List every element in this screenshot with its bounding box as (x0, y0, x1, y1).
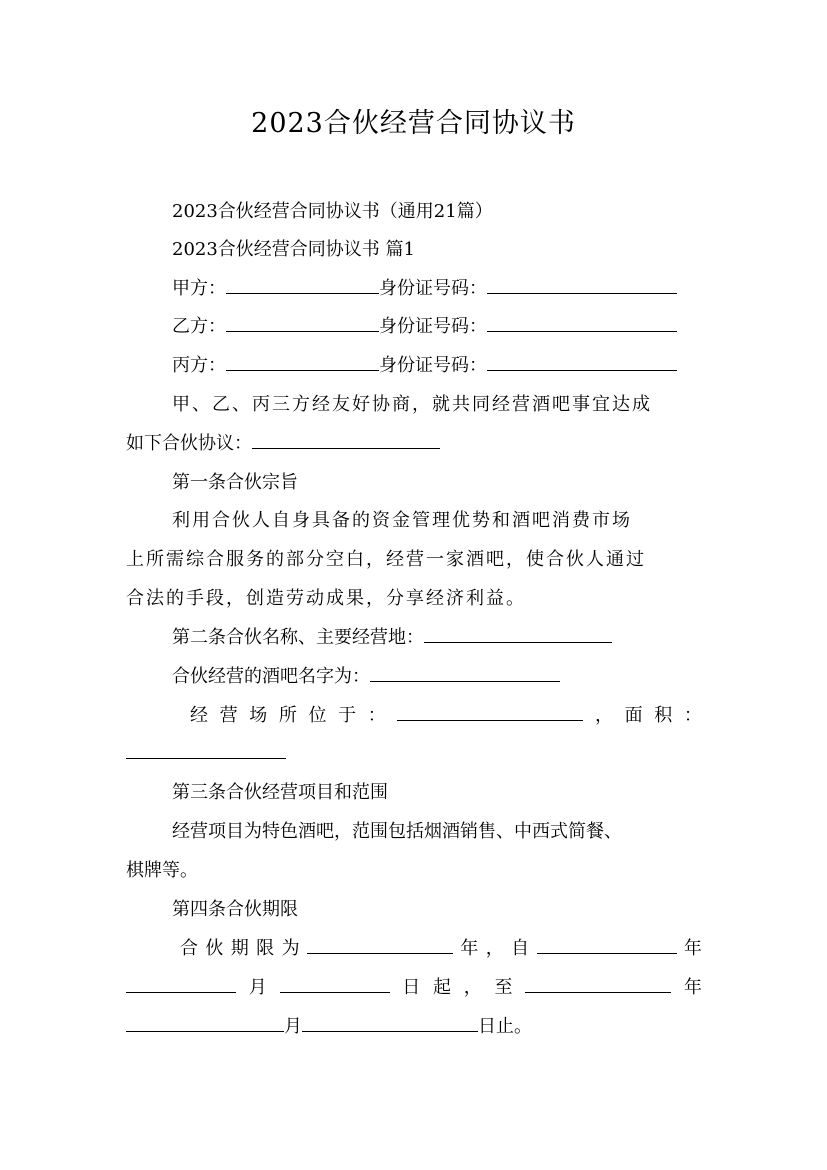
document-title: 2023合伙经营合同协议书 (251, 108, 576, 139)
article-3-line-1: 经营项目为特色酒吧，范围包括烟酒销售、中西式简餐、 (172, 821, 622, 842)
party-c-id-blank[interactable] (487, 354, 677, 371)
venue-spread (190, 697, 702, 735)
venue-c2: 营 (219, 705, 238, 726)
term-spread-1 (180, 930, 702, 968)
venue-c3: 场 (249, 705, 268, 726)
start-word-1: 日 (402, 977, 421, 998)
article-1-line-3: 合法的手段，创造劳动成果，分享经济利益。 (126, 588, 526, 609)
bar-name-blank[interactable] (370, 665, 560, 682)
end-day-label: 日止。 (478, 1016, 532, 1037)
term-c2: 伙 (205, 938, 224, 959)
intro-text: 如下合伙协议： (126, 433, 252, 454)
article-4-title: 第四条合伙期限 (172, 899, 298, 920)
term-from: 自 (511, 938, 530, 959)
end-month-label: 月 (284, 1016, 302, 1037)
term-comma: ， (485, 938, 504, 959)
subtitle-line: 2023合伙经营合同协议书（通用21篇） (172, 201, 493, 222)
term-line-1 (180, 930, 702, 968)
party-c-id-label: 身份证号码： (379, 355, 487, 376)
intro-paragraph-line-2 (126, 425, 702, 463)
area-blank-line (126, 735, 702, 773)
intro-blank[interactable] (252, 432, 440, 449)
start-word-2: 起 (433, 977, 451, 998)
area-c3: 积 (654, 705, 673, 726)
term-spread-2 (126, 969, 702, 1007)
term-to: 至 (494, 977, 513, 998)
term-c1: 合 (180, 938, 198, 959)
party-a-name-blank[interactable] (226, 277, 379, 294)
area-c1: ， (595, 705, 613, 726)
party-b-id-blank[interactable] (487, 315, 677, 332)
area-c4: ： (683, 705, 702, 726)
term-c4: 限 (256, 938, 275, 959)
area-blank[interactable] (126, 742, 286, 759)
article-2-title-line (126, 619, 748, 657)
start-month-blank[interactable] (126, 976, 236, 993)
venue-blank[interactable] (397, 704, 583, 721)
end-year-blank[interactable] (525, 976, 671, 993)
term-comma-2: ， (463, 977, 482, 998)
location-blank[interactable] (424, 626, 612, 643)
area-c2: 面 (624, 705, 643, 726)
start-day-blank[interactable] (280, 976, 390, 993)
venue-c7: ： (367, 705, 386, 726)
end-month-blank[interactable] (126, 1015, 284, 1032)
term-year-label: 年 (460, 938, 479, 959)
venue-c1: 经 (190, 705, 208, 726)
end-year-label: 年 (684, 977, 702, 998)
bar-name-label: 合伙经营的酒吧名字为： (172, 666, 370, 687)
party-a-line (126, 270, 748, 308)
party-a-id-label: 身份证号码： (379, 278, 487, 299)
party-b-id-label: 身份证号码： (379, 316, 487, 337)
start-month-label: 月 (248, 977, 267, 998)
venue-c6: 于 (338, 705, 357, 726)
term-years-blank[interactable] (307, 937, 453, 954)
start-year-blank[interactable] (537, 937, 677, 954)
term-c3: 期 (230, 938, 249, 959)
party-c-line (126, 347, 748, 385)
section-heading: 2023合伙经营合同协议书 篇1 (172, 239, 415, 260)
article-2-title: 第二条合伙名称、主要经营地： (172, 627, 424, 648)
article-3-title: 第三条合伙经营项目和范围 (172, 782, 388, 803)
party-a-label: 甲方： (172, 278, 226, 299)
end-day-blank[interactable] (302, 1015, 478, 1032)
article-3-line-2: 棋牌等。 (126, 860, 198, 881)
article-1-line-2: 上所需综合服务的部分空白，经营一家酒吧，使合伙人通过 (126, 549, 646, 570)
venue-c5: 位 (308, 705, 327, 726)
party-b-name-blank[interactable] (226, 315, 379, 332)
term-line-3 (126, 1008, 702, 1046)
party-c-name-blank[interactable] (226, 354, 379, 371)
bar-name-line (126, 658, 748, 696)
intro-paragraph-line-1: 甲、乙、丙三方经友好协商，就共同经营酒吧事宜达成 (172, 394, 652, 415)
start-year-label: 年 (683, 938, 702, 959)
party-a-id-blank[interactable] (487, 277, 677, 294)
venue-c4: 所 (278, 705, 297, 726)
article-1-line-1: 利用合伙人自身具备的资金管理优势和酒吧消费市场 (172, 510, 632, 531)
party-b-line (126, 308, 748, 346)
party-b-label: 乙方： (172, 316, 226, 337)
party-c-label: 丙方： (172, 355, 226, 376)
venue-line (190, 697, 702, 735)
term-line-2 (126, 969, 702, 1007)
term-c5: 为 (281, 938, 300, 959)
article-1-title: 第一条合伙宗旨 (172, 472, 298, 493)
